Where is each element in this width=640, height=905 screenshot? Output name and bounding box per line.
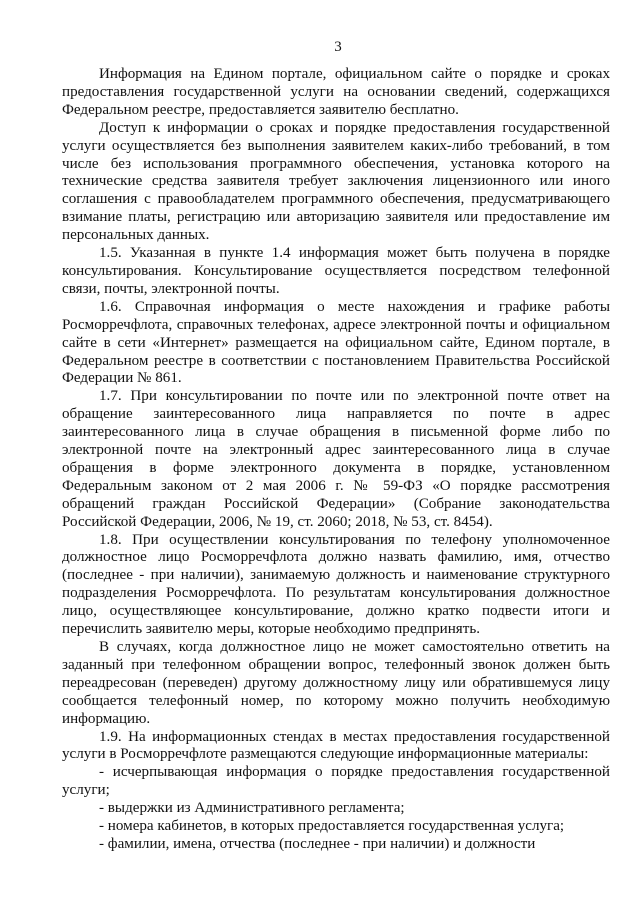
- paragraph-redirect: В случаях, когда должностное лицо не может самостоятельно ответить на заданный при телефонном обращении вопрос, телефонный звонок должен быть переадресован (переведен) другому должностному лицу или обратившемуся лицу сообщается телефонный номер, по которому можно получить необходимую информацию.: [62, 639, 610, 727]
- paragraph-access-info: Доступ к информации о сроках и порядке предоставления государственной услуги осуществляется без выполнения заявителем каких-либо требований, в том числе без использования программного обеспечения, установка которого на технические средства заявителя требует заключения лицензионного или иного соглашения с правообладателем программного обеспечения, предусматривающего взимание платы, регистрацию или авторизацию заявителя или предоставление им персональных данных.: [62, 119, 610, 244]
- document-body: [62, 66, 610, 854]
- list-item: - номера кабинетов, в которых предоставляется государственная услуга;: [99, 818, 565, 835]
- paragraph-1-8: 1.8. При осуществлении консультирования по телефону уполномоченное должностное лицо Росморречфлота должно назвать фамилию, имя, отчество (последнее - при наличии), занимаемую должность и наименование структурного подразделения Росморречфлота. По результатам консультирования должностное лицо, осуществляющее консультирование, должно кратко подвести итоги и перечислить заявителю меры, которые необходимо предпринять.: [62, 531, 610, 638]
- paragraph-1-6: 1.6. Справочная информация о месте нахождения и графике работы Росморречфлота, справочных телефонах, адресе электронной почты и официальном сайте в сети «Интернет» размещается на официальном сайте, Едином портале, в Федеральном реестре в соответствии с постановлением Правительства Российской Федерации № 861.: [62, 298, 610, 387]
- list-item: - выдержки из Административного регламента;: [99, 800, 405, 817]
- paragraph-1-7: 1.7. При консультировании по почте или по электронной почте ответ на обращение заинтересованного лица направляется по почте в адрес заинтересованного лица в случае обращения в письменной форме либо по электронной почте на электронный адрес заинтересованного лица в случае обращения в форме электронного документа в порядке, установленном Федеральным законом от 2 мая 2006 г. № 59-ФЗ «О порядке рассмотрения обращений граждан Российской Федерации» (Собрание законодательства Российской Федерации, 2006, № 19, ст. 2060; 2018, № 53, ст. 8454).: [62, 388, 610, 530]
- paragraph-1-5: 1.5. Указанная в пункте 1.4 информация может быть получена в порядке консультирования. Консультирование осуществляется посредством телефонной связи, почты, электронной почты.: [62, 245, 610, 297]
- list-item: - фамилии, имена, отчества (последнее - при наличии) и должности: [99, 835, 536, 852]
- list-item: - исчерпывающая информация о порядке предоставления государственной услуги;: [62, 764, 610, 799]
- page-number: 3: [334, 39, 342, 55]
- paragraph-info-free: Информация на Едином портале, официальном сайте о порядке и сроках предоставления государственной услуги на основании сведений, содержащихся Федеральном реестре, предоставляется заявителю бесплатно.: [62, 66, 610, 118]
- paragraph-1-9: 1.9. На информационных стендах в местах предоставления государственной услуги в Росморречфлоте размещаются следующие информационные материалы:: [62, 728, 610, 763]
